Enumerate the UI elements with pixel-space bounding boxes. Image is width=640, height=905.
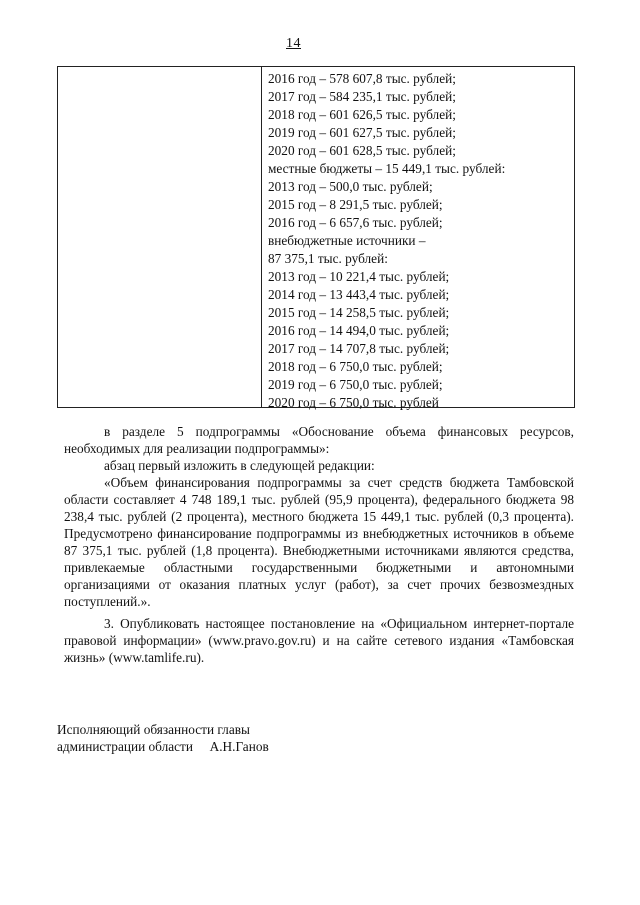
table-right-cell [262, 67, 574, 410]
table-line: 2015 год – 14 258,5 тыс. рублей; [268, 305, 450, 320]
table-line: 2018 год – 601 626,5 тыс. рублей; [268, 107, 456, 122]
table-left-cell [58, 67, 262, 407]
table-line: 2016 год – 578 607,8 тыс. рублей; [268, 71, 456, 86]
table-line: 87 375,1 тыс. рублей: [268, 251, 388, 266]
table-line: 2013 год – 10 221,4 тыс. рублей; [268, 269, 450, 284]
paragraph-edit-instruction: абзац первый изложить в следующей редакции: [104, 458, 375, 473]
table-line: внебюджетные источники – [268, 233, 426, 248]
table-line: 2018 год – 6 750,0 тыс. рублей; [268, 359, 443, 374]
paragraph-publish: 3. Опубликовать настоящее постановление на «Официальном интернет-портале правовой информации» (www.pravo.gov.ru) и на сайте сетевого издания «Тамбовская жизнь» (www.tamlife.ru). [64, 616, 574, 665]
page-number: 14 [286, 36, 301, 51]
funding-table [57, 66, 575, 408]
signature-block [57, 721, 269, 755]
paragraph-section-5: в разделе 5 подпрограммы «Обоснование объема финансовых ресурсов, необходимых для реализации подпрограммы»: [64, 424, 574, 456]
table-line: 2019 год – 601 627,5 тыс. рублей; [268, 125, 456, 140]
table-line: 2020 год – 6 750,0 тыс. рублей [268, 395, 439, 410]
signature-position: Исполняющий обязанности главы [57, 722, 250, 737]
table-line: 2013 год – 500,0 тыс. рублей; [268, 179, 433, 194]
table-line: 2016 год – 14 494,0 тыс. рублей; [268, 323, 450, 338]
table-line: местные бюджеты – 15 449,1 тыс. рублей: [268, 161, 506, 176]
table-line: 2020 год – 601 628,5 тыс. рублей; [268, 143, 456, 158]
document-body [64, 423, 574, 666]
table-line: 2015 год – 8 291,5 тыс. рублей; [268, 197, 443, 212]
table-line: 2016 год – 6 657,6 тыс. рублей; [268, 215, 443, 230]
signature-name: администрации области А.Н.Ганов [57, 739, 269, 754]
paragraph-funding-text: «Объем финансирования подпрограммы за счет средств бюджета Тамбовской области составляет 4 748 189,1 тыс. рублей (95,9 процента), федерального бюджета 98 238,4 тыс. рублей (2 процента), местного бюджета 15 449,1 тыс. рублей (0,3 процента). Предусмотрено финансирование подпрограммы из внебюджетных источников в объеме 87 375,1 тыс. рублей (1,8 процента). Внебюджетными источниками являются средства, привлекаемые областными государственными бюджетными и автономными организациями от оказания платных услуг (работ), за счет прочих безвозмездных поступлений.». [64, 475, 574, 609]
table-line: 2019 год – 6 750,0 тыс. рублей; [268, 377, 443, 392]
table-line: 2017 год – 14 707,8 тыс. рублей; [268, 341, 450, 356]
table-line: 2014 год – 13 443,4 тыс. рублей; [268, 287, 450, 302]
table-line: 2017 год – 584 235,1 тыс. рублей; [268, 89, 456, 104]
